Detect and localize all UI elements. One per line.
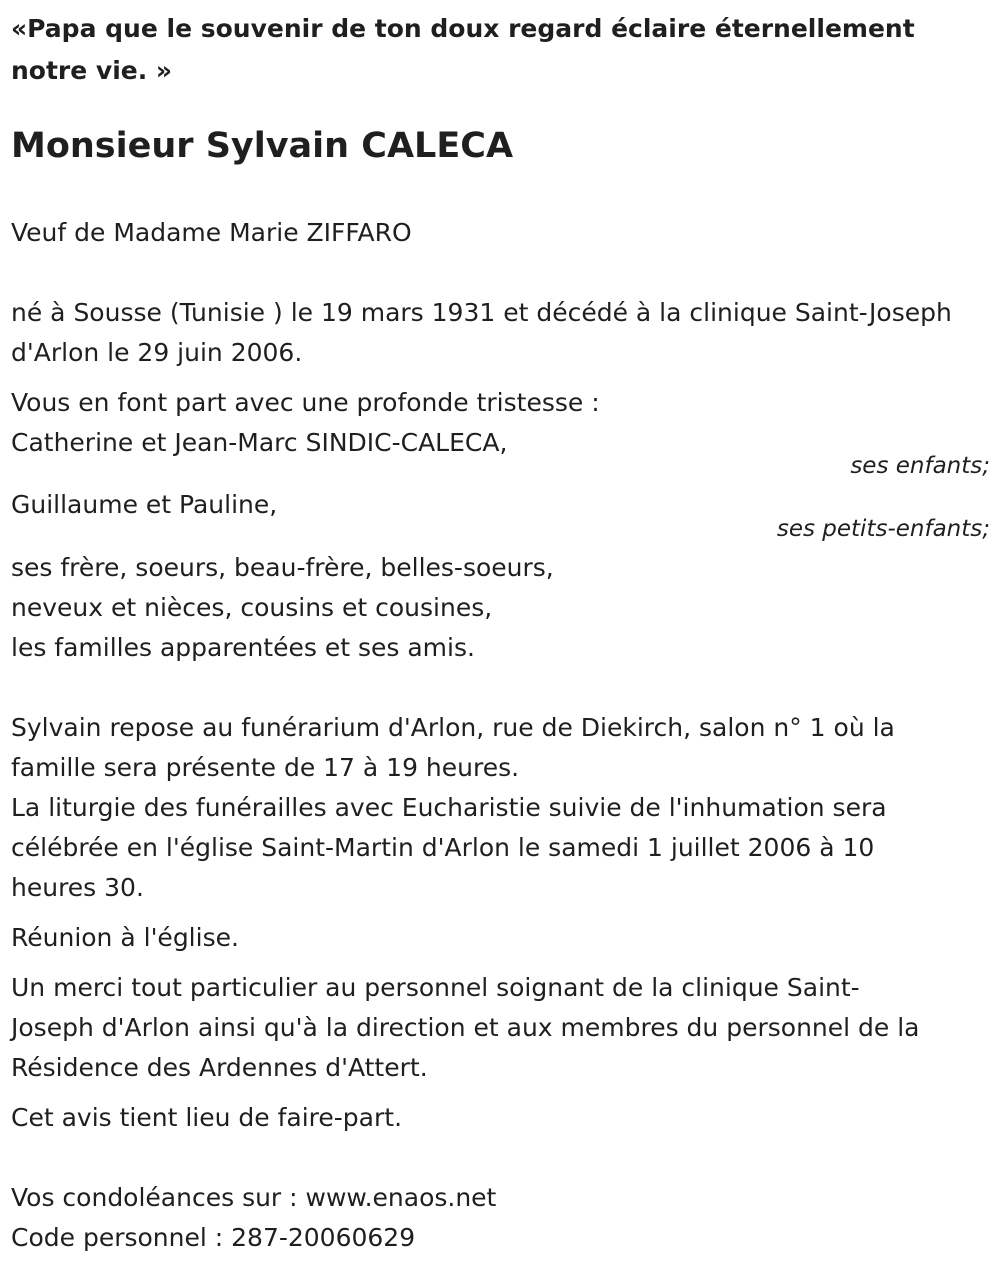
- birth-death-line-1: né à Sousse (Tunisie ) le 19 mars 1931 et décédé à la clinique Saint-Joseph: [11, 298, 952, 327]
- notice-line: Cet avis tient lieu de faire-part.: [11, 1103, 403, 1132]
- widower-line: Veuf de Madame Marie ZIFFARO: [11, 218, 412, 247]
- thanks-line-3: Résidence des Ardennes d'Attert.: [11, 1053, 428, 1082]
- grandchildren-names: Guillaume et Pauline,: [11, 490, 278, 519]
- epigraph-line-1: «Papa que le souvenir de ton doux regard éclaire éternellement: [11, 14, 915, 43]
- viewing-line-2: famille sera présente de 17 à 19 heures.: [11, 753, 520, 782]
- condolences-website: Vos condoléances sur : www.enaos.net: [11, 1183, 497, 1212]
- other-relatives: [11, 548, 990, 668]
- children-names: Catherine et Jean-Marc SINDIC-CALECA,: [11, 428, 508, 457]
- children-role: ses enfants;: [850, 453, 990, 479]
- viewing-line-1: Sylvain repose au funérarium d'Arlon, rue de Diekirch, salon n° 1 où la: [11, 713, 895, 742]
- thanks-line-1: Un merci tout particulier au personnel soignant de la clinique Saint-: [11, 973, 860, 1002]
- viewing-and-liturgy: [11, 708, 990, 908]
- epigraph-line-2: notre vie. »: [11, 56, 173, 85]
- birth-death-info: [11, 293, 990, 373]
- grandchildren-role: ses petits-enfants;: [776, 516, 990, 542]
- other-relatives-line-1: ses frère, soeurs, beau-frère, belles-soeurs,: [11, 553, 554, 582]
- liturgy-line-2: célébrée en l'église Saint-Martin d'Arlon le samedi 1 juillet 2006 à 10: [11, 833, 875, 862]
- meeting-note: Réunion à l'église.: [11, 923, 239, 952]
- other-relatives-line-2: neveux et nièces, cousins et cousines,: [11, 593, 493, 622]
- liturgy-line-3: heures 30.: [11, 873, 144, 902]
- deceased-name: Monsieur Sylvain CALECA: [11, 126, 514, 166]
- announcement-intro-text: Vous en font part avec une profonde tristesse :: [11, 388, 600, 417]
- thanks-paragraph: [11, 968, 990, 1088]
- epigraph-quote: [11, 8, 990, 92]
- announcement-intro: [11, 383, 990, 463]
- thanks-line-2: Joseph d'Arlon ainsi qu'à la direction et aux membres du personnel de la: [11, 1013, 920, 1042]
- condolences-info: [11, 1178, 990, 1258]
- birth-death-line-2: d'Arlon le 29 juin 2006.: [11, 338, 303, 367]
- liturgy-line-1: La liturgie des funérailles avec Eucharistie suivie de l'inhumation sera: [11, 793, 887, 822]
- other-relatives-line-3: les familles apparentées et ses amis.: [11, 633, 475, 662]
- condolences-code: Code personnel : 287-20060629: [11, 1223, 416, 1252]
